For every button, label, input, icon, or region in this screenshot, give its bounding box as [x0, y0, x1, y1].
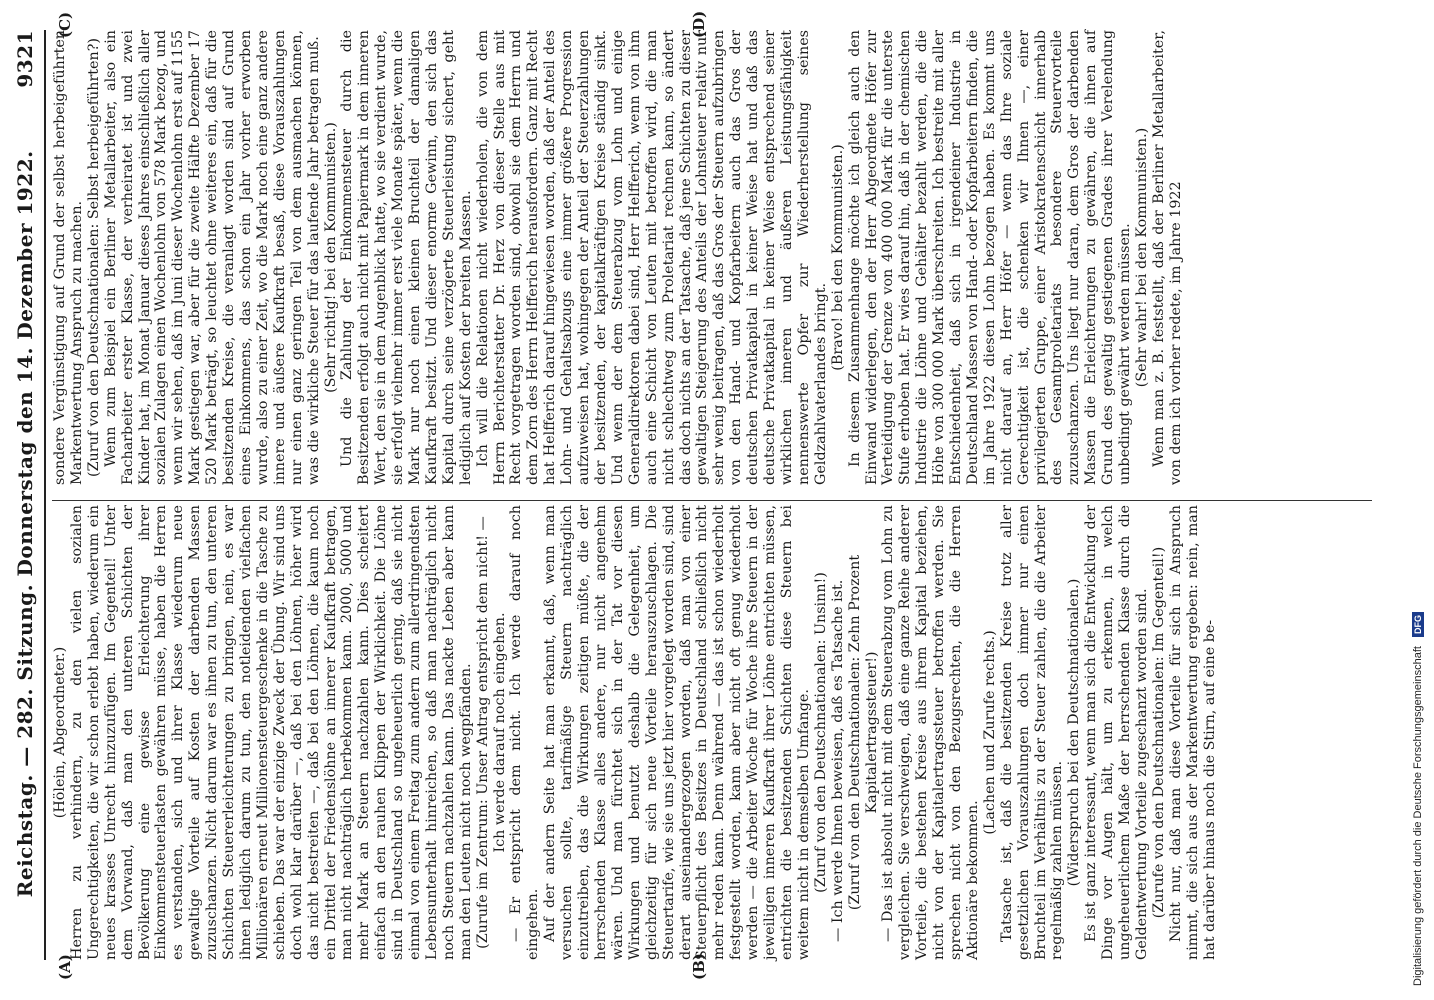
paragraph: In diesem Zusammenhange möchte ich gleich auch den Einwand widerlegen, den der Herr Abgeordnete Höfer zur Verteidigung der Grenze von 400 000 Mark für die unterste Stufe erhoben hat. Er wies darauf hin, daß in der chemischen Industrie die Löhne und Gehälter bezahlt werden, die die Höhe von 300 000 Mark überschreiten. Ich bestreite mit aller Entschiedenheit, daß sich in irgendeiner Industrie in Deutschland Massen von Hand- oder Kopfarbeitern finden, die im Jahre 1922 diesen Lohn bezogen haben. Es kommt uns nicht darauf an, Herr Höfer — wenn das Ihre soziale Gerechtigkeit ist, die schenken wir Ihnen —, einer privilegierten Gruppe, einer Aristokratenschicht innerhalb des Gesamtproletariats besondere Steuervorteile zuzuschanzen. Uns liegt nur daran, dem Gros der darbenden Massen die Erleichterungen zu gewähren, die ihnen auf Grund des gewaltig gestiegenen Grades ihrer Verelendung unbedingt gewährt werden müssen. [846, 30, 1134, 485]
footer-text: Digitalisierung gefördert durch die Deutsche Forschungsgemeinschaft [1412, 646, 1424, 986]
interjection: (Zuruf von den Deutschnationalen: Unsinn!) [812, 572, 829, 893]
margin-mark-a: (A) [56, 954, 74, 980]
left-column [52, 505, 1219, 960]
interjection: (Zuruf von den Deutschnationalen: Selbst herbeigeführten?) [85, 38, 102, 477]
interjection: (Widerspruch bei den Deutschnationalen.) [1066, 578, 1083, 887]
paragraph: Wenn zum Beispiel ein Berliner Metallarbeiter, also ein Facharbeiter erster Klasse, der verheiratet ist und zwei Kinder hat, im Monat Januar dieses Jahres einschließlich aller sozialen Zulagen einen Wochenlohn von 578 Mark bezog, und wenn wir sehen, daß im Juni dieser Wochenlohn erst auf 1155 Mark gestiegen war, aber für die zweite Hälfte Dezember 17 520 Mark beträgt, so leuchtet ohne weiteres ein, daß für die besitzenden Kreise, die veranlagt worden sind auf Grund eines Einkommens, das schon ein Jahr vorher erworben wurde, also zu einer Zeit, wo die Mark noch eine ganz andere innere und äußere Kaufkraft besaß, diese Vorauszahlungen nur einen ganz geringen Teil von dem ausmachen können, was die wirkliche Steuer für das laufende Jahr betragen muß. [102, 30, 322, 485]
paragraph: Nicht nur, daß man diese Vorteile für sich in Anspruch nimmt, die sich aus der Markentwertung ergeben: nein, man hat darüber hinaus noch die Stirn, auf eine be- [1167, 505, 1218, 960]
right-column [52, 30, 1185, 485]
paragraph: Herren zu verhindern, zu den vielen sozialen Ungerechtigkeiten, die wir schon erlebt haben, wiederum ein neues krasses Unrecht hinzuzufügen. Im Gegenteil! Unter dem Vorwand, daß man den unteren Schichten der Bevölkerung eine gewisse Erleichterung ihrer Einkommensteuerlasten gewähren müsse, haben die Herren es verstanden, sich und ihrer Klasse wiederum neue gewaltige Vorteile auf Kosten der darbenden Massen zuzuschanzen. Nicht darum war es ihnen zu tun, den unteren Schichten Steuererleichterungen zu bringen, nein, es war ihnen lediglich darum zu tun, den notleidenden vielfachen Millionären erneut Millionensteuergeschenke in die Tasche zu schieben. Das war der einzige Zweck der Übung. Wir sind uns doch wohl klar darüber —, daß bei den Löhnen, höher wird das nicht bestreiten —, daß bei den Löhnen, die kaum noch ein Drittel der Friedenslöhne an innerer Kaufkraft betragen, man nicht nachträglich herbekommen kann. 2000, 5000 und mehr Mark an Steuern nachzahlen kann. Dies scheitert einfach an den rauhen Klippen der Wirklichkeit. Die Löhne sind in Deutschland so ungeheuerlich gering, daß sie nicht einmal von einem Freitag zum andern zum allerdringendsten Lebensunterhalt hinreichen, so daß man nachträglich nicht noch Steuern nachzahlen kann. Das nackte Leben aber kann man den Leuten nicht noch wegpfänden. [68, 505, 474, 960]
digitization-footer [1408, 6, 1428, 994]
paragraph: — Ich werde Ihnen beweisen, daß es Tatsache ist. [829, 579, 846, 942]
interjection: (Bravo! bei den Kommunisten.) [829, 144, 846, 371]
margin-mark-d: (D) [690, 10, 708, 38]
page-header [10, 30, 40, 960]
page-number: 9321 [13, 30, 37, 88]
speaker-line: (Hölein, Abgeordneter.) [52, 646, 68, 819]
interjection: (Sehr wahr! bei den Kommunisten.) [1134, 127, 1150, 388]
paragraph: Tatsache ist, daß die besitzenden Kreise trotz aller gesetzlichen Vorauszahlungen doch immer nur einen Bruchteil im Verhältnis zu der Steuer zahlen, die die Arbeiter regelmäßig zahlen müssen. [998, 505, 1066, 960]
paragraph: — Das ist absolut nicht mit dem Steuerabzug vom Lohn zu vergleichen. Sie verschweigen, daß eine ganze Reihe anderer Vorteile, die bestehen Kreise aus ihrem Kapital beziehen, nicht von der Kapitalertragssteuer betroffen werden. Sie sprechen nicht von den Bezugsrechten, die die Herren Aktionäre bekommen. [880, 505, 981, 960]
interjection: (Sehr richtig! bei den Kommunisten.) [322, 122, 339, 393]
paragraph: Und die Zahlung der Einkommensteuer durch die Besitzenden erfolgt auch nicht mit Papiermark in dem inneren Wert, den sie in dem Augenblick hatte, wo sie verdient wurde, sie erfolgt vielmehr immer erst viele Monate später, wenn die Mark nur noch einen kleinen Bruchteil der damaligen Kaufkraft besitzt. Und dieser enorme Gewinn, den sich das Kapital durch seine verzögerte Steuerleistung sichert, geht lediglich auf Kosten der breiten Massen. [339, 30, 474, 485]
paragraph: Ich will die Relationen nicht wiederholen, die von dem Herrn Berichterstatter Dr. Herz von dieser Stelle aus mit Recht vorgetragen worden sind, obwohl sie dem Herrn und dem Zorn des Herrn Helfferich herausfordern. Ganz mit Recht hat Helfferich darauf hingewiesen worden, daß der Anteil des Lohn- und Gehaltsabzugs eine immer größere Progression aufzuweisen hat, wohingegen der Anteil der Steuerzahlungen der besitzenden, der kapitalkräftigen Kreise ständig sinkt. Und wenn der dem Steuerabzug vom Lohn und einige Generaldirektoren dabei sind, Herr Helfferich, wenn von ihm auch eine Schicht von Leuten mit betroffen wird, die man nicht schlechtweg zum Proletariat rechnen kann, so ändert das doch nichts an der Tatsache, daß jene Schichten zu dieser gewaltigen Steigerung des Anteils der Lohnsteuer relativ nur sehr wenig beitragen, daß das Gros der Steuern aufzubringen von den Hand- und Kopfarbeitern auch das Gros der deutschen Privatkapital in keiner Weise hat und daß das deutsche Privatkapital in keiner Weise entsprechend seiner wirklichen inneren und äußeren Leistungsfähigkeit nennenswerte Opfer zur Wiederherstellung seines Geldzahlvaterlandes bringt. [474, 30, 829, 485]
paragraph: Wenn man z. B. feststellt, daß der Berliner Metallarbeiter, von dem ich vorher redete, im Jahre 1922 [1150, 30, 1184, 485]
paragraph: Es ist ganz interessant, wenn man sich die Entwicklung der Dinge vor Augen hält, um zu erkennen, in welch ungeheuerlichem Maße der herrschenden Klasse durch die Geldentwertung Vorteile zugeschanzt worden sind. [1083, 505, 1150, 960]
dfg-logo: DFG [1412, 612, 1424, 637]
paragraph: Auf der andern Seite hat man erkannt, daß, wenn man versuchen sollte, tarifmäßige Steuern nachträglich einzutreiben, das die Wirkungen zeitigen müßte, die der herrschenden Klasse alles andere, nur nicht angenehm wären. Und man fürchtet sich in der Tat vor diesen Wirkungen und benutzt deshalb die Gelegenheit, um gleichzeitig für sich neue Vorteile herauszuschlagen. Die Steuertarife, wie sie uns jetzt hier vorgelegt worden sind, sind derart auseinandergezogen worden, daß man von einer Steuerpflicht des Besitzes in Deutschland schließlich nicht mehr reden kann. Denn während — das ist schon wiederholt festgestellt worden, kann aber nicht oft genug wiederholt werden — die Arbeiter Woche für Woche ihre Steuern in der jeweiligen inneren Kaufkraft ihrer Löhne entrichten müssen, entrichten die besitzenden Schichten diese Steuern bei weitem nicht in demselben Umfange. [542, 505, 812, 960]
paragraph: — Er entspricht dem nicht. Ich werde darauf noch eingehen. [508, 505, 542, 960]
header-rule [44, 30, 46, 960]
paragraph: sondere Vergünstigung auf Grund der selbst herbeigeführten Markentwertung Anspruch zu machen. [52, 30, 85, 485]
footer-text-wrap [1408, 6, 1428, 986]
interjection: (Zurufe von den Deutschnationalen: Im Gegenteil!) [1150, 546, 1167, 919]
interjection: (Lachen und Zurufe rechts.) [981, 630, 998, 835]
margin-mark-b: (B) [690, 953, 708, 980]
column-divider [52, 500, 1372, 501]
header-title: Reichstag. — 282. Sitzung. Donnerstag den 14. Dezember 1922. [13, 150, 37, 898]
interjection: (Zurufe im Zentrum: Unser Antrag entspricht dem nicht! — Ich werde darauf noch eingehen. [474, 516, 508, 949]
margin-mark-c: (C) [56, 11, 74, 38]
interjection: (Zuruf von den Deutschnationalen: Zehn Prozent Kapitalertragssteuer!) [846, 554, 880, 911]
